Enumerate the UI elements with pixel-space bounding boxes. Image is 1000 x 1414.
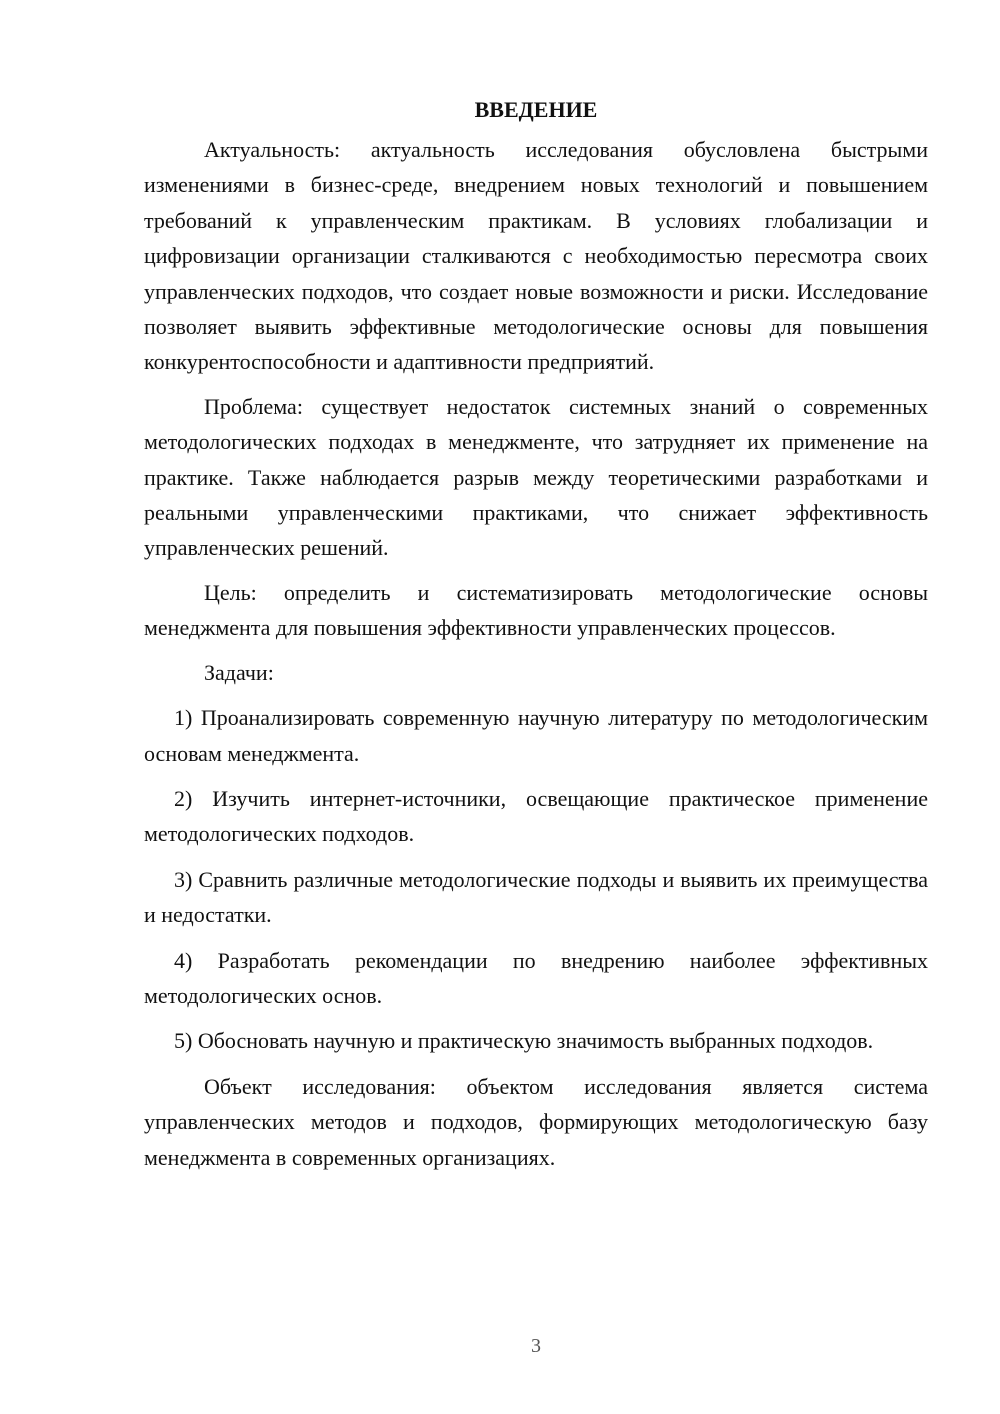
task-item: 5) Обосновать научную и практическую значимость выбранных подходов.	[174, 1028, 874, 1054]
document-page	[144, 92, 928, 1184]
task-item: 2) Изучить интернет-источники, освещающие практическое применение методологических подходов.	[144, 785, 928, 847]
task-item: 1) Проанализировать современную научную литературу по методологическим основам менеджмента.	[144, 705, 928, 766]
page-number: 3	[531, 1335, 541, 1357]
section-heading: ВВЕДЕНИЕ	[474, 97, 598, 122]
goal-paragraph: Цель: определить и систематизировать методологические основы менеджмента для повышения эффективности управленческих процессов.	[144, 579, 928, 641]
task-item: 3) Сравнить различные методологические подходы и выявить их преимущества и недостатки.	[144, 866, 928, 928]
problem-paragraph: Проблема: существует недостаток системных знаний о современных методологических подходах в менеджменте, что затрудняет их применение на практике. Также наблюдается разрыв между теоретическими разработками и реальными управленческими практиками, что снижает эффективность управленческих решений.	[144, 393, 928, 561]
tasks-label: Задачи:	[204, 659, 274, 685]
task-item: 4) Разработать рекомендации по внедрению наиболее эффективных методологических основ.	[144, 947, 928, 1008]
object-paragraph: Объект исследования: объектом исследования является система управленческих методов и подходов, формирующих методологическую базу менеджмента в современных организациях.	[144, 1073, 928, 1170]
relevance-paragraph: Актуальность: актуальность исследования обусловлена быстрыми изменениями в бизнес-среде, внедрением новых технологий и повышением требований к управленческим практикам. В условиях глобализации и цифровизации организации сталкиваются с необходимостью пересмотра своих управленческих подходов, что создает новые возможности и риски. Исследование позволяет выявить эффективные методологические основы для повышения конкурентоспособности и адаптивности предприятий.	[144, 137, 928, 375]
